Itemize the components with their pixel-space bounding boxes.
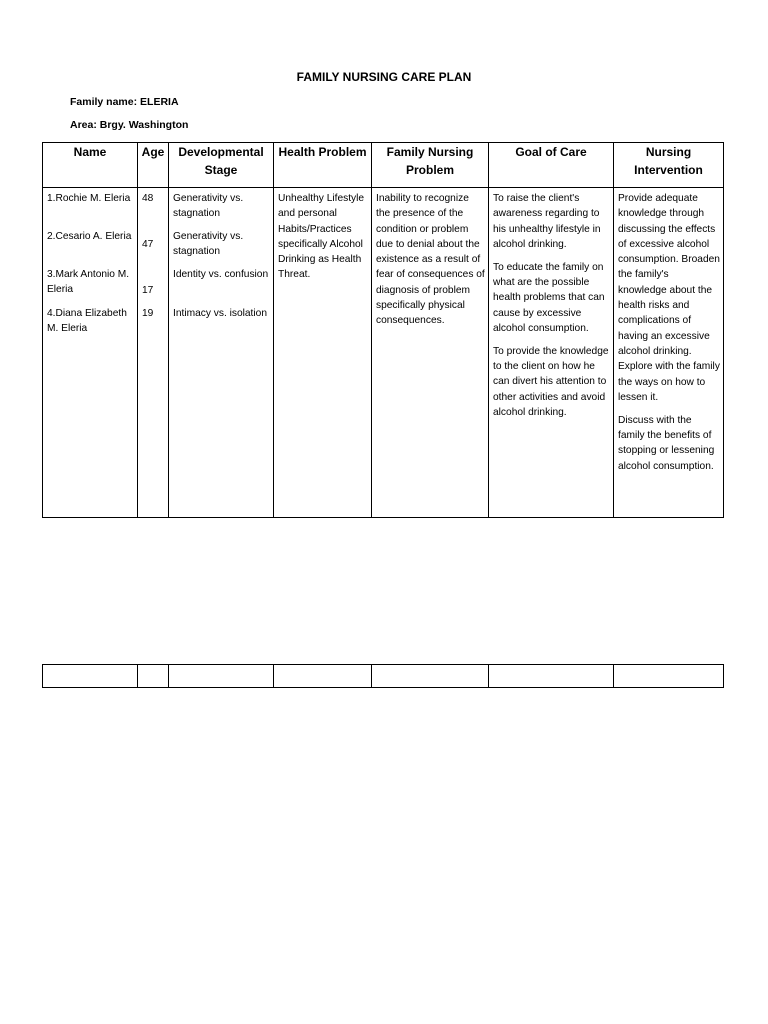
header-developmental-stage: Developmental Stage bbox=[169, 143, 274, 188]
table-row bbox=[43, 188, 724, 518]
health-problem-cell bbox=[274, 188, 372, 518]
health-problem-text: Unhealthy Lifestyle and personal Habits/Practices specifically Alcohol Drinking as Health Threat. bbox=[278, 193, 365, 281]
nursing-intervention-cell bbox=[614, 188, 724, 518]
blank-table-row bbox=[42, 664, 724, 688]
header-family-nursing-problem: Family Nursing Problem bbox=[372, 143, 489, 188]
header-goal-of-care: Goal of Care bbox=[489, 143, 614, 188]
header-nursing-intervention: Nursing Intervention bbox=[614, 143, 724, 188]
member-name: 4.Diana Elizabeth M. Eleria bbox=[47, 308, 127, 335]
document-title: FAMILY NURSING CARE PLAN bbox=[296, 70, 472, 84]
member-age: 47 bbox=[142, 239, 154, 250]
member-stage: Generativity vs. stagnation bbox=[173, 231, 244, 258]
intervention-item: Provide adequate knowledge through discussing the effects of excessive alcohol consumption. Broaden the family's knowledge about the health risks and complications of having an excessive alcohol drinking. Explore with the family the ways on how to lessen it. bbox=[618, 193, 720, 403]
header-health-problem: Health Problem bbox=[274, 143, 372, 188]
table-row bbox=[43, 665, 724, 688]
empty-cell bbox=[138, 665, 169, 688]
empty-cell bbox=[43, 665, 138, 688]
member-stage: Identity vs. confusion bbox=[173, 269, 269, 280]
member-age: 17 bbox=[142, 285, 154, 296]
age-cell bbox=[138, 188, 169, 518]
member-name: 1.Rochie M. Eleria bbox=[47, 193, 131, 204]
empty-cell bbox=[614, 665, 724, 688]
header-age: Age bbox=[138, 143, 169, 188]
family-nursing-problem-text: Inability to recognize the presence of the condition or problem due to denial about the existence as a result of fear of consequences of diagnosis of problem specifically physical consequences. bbox=[376, 193, 485, 327]
empty-cell bbox=[372, 665, 489, 688]
member-age: 19 bbox=[142, 308, 154, 319]
member-name: 3.Mark Antonio M. Eleria bbox=[47, 269, 130, 296]
member-stage: Generativity vs. stagnation bbox=[173, 193, 244, 220]
table-header-row bbox=[43, 143, 724, 188]
member-name: 2.Cesario A. Eleria bbox=[47, 231, 132, 242]
family-nursing-problem-cell bbox=[372, 188, 489, 518]
member-stage: Intimacy vs. isolation bbox=[173, 308, 267, 319]
area-label: Area: Brgy. Washington bbox=[70, 119, 189, 131]
goal-item: To educate the family on what are the possible health problems that can cause by excessive alcohol consumption. bbox=[493, 261, 605, 334]
goal-item: To raise the client's awareness regarding to his unhealthy lifestyle in alcohol drinking. bbox=[493, 193, 601, 250]
empty-cell bbox=[274, 665, 372, 688]
empty-cell bbox=[169, 665, 274, 688]
stage-cell bbox=[169, 188, 274, 518]
intervention-item: Discuss with the family the benefits of stopping or lessening alcohol consumption. bbox=[618, 414, 715, 472]
care-plan-table bbox=[42, 142, 724, 518]
empty-cell bbox=[489, 665, 614, 688]
family-name-label: Family name: ELERIA bbox=[70, 96, 179, 108]
name-cell bbox=[43, 188, 138, 518]
goal-of-care-cell bbox=[489, 188, 614, 518]
header-name: Name bbox=[43, 143, 138, 188]
member-age: 48 bbox=[142, 193, 154, 204]
goal-item: To provide the knowledge to the client on how he can divert his attention to other activities and avoid alcohol drinking. bbox=[493, 345, 609, 418]
